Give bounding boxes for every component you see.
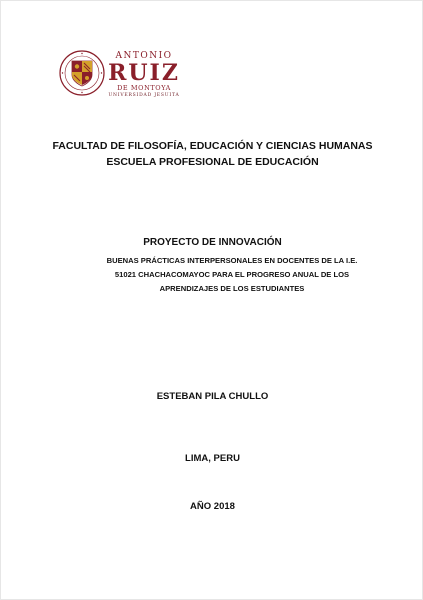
logo-top-line: ANTONIO <box>115 51 173 61</box>
university-seal-icon <box>59 50 105 96</box>
place: LIMA, PERU <box>185 453 240 464</box>
project-type: PROYECTO DE INNOVACIÓN <box>143 237 282 248</box>
project-title <box>31 254 423 296</box>
logo-main-name: RUIZ <box>108 60 180 86</box>
faculty-name: FACULTAD DE FILOSOFÍA, EDUCACIÓN Y CIENCIAS HUMANAS <box>52 140 373 152</box>
school-name: ESCUELA PROFESIONAL DE EDUCACIÓN <box>106 156 319 168</box>
faculty-heading <box>1 138 423 170</box>
title-line-2: 51021 CHACHACOMAYOC PARA EL PROGRESO ANUAL DE LOS <box>114 270 350 279</box>
year: AÑO 2018 <box>190 501 235 512</box>
author-name: ESTEBAN PILA CHULLO <box>156 391 269 402</box>
title-line-1: BUENAS PRÁCTICAS INTERPERSONALES EN DOCENTES DE LA I.E. <box>106 256 358 265</box>
logo-tagline: UNIVERSIDAD JESUITA <box>108 92 180 98</box>
logo-sub-line: DE MONTOYA <box>117 84 171 92</box>
university-logo <box>59 50 179 96</box>
title-line-3: APRENDIZAJES DE LOS ESTUDIANTES <box>159 284 305 293</box>
university-wordmark <box>107 52 181 98</box>
